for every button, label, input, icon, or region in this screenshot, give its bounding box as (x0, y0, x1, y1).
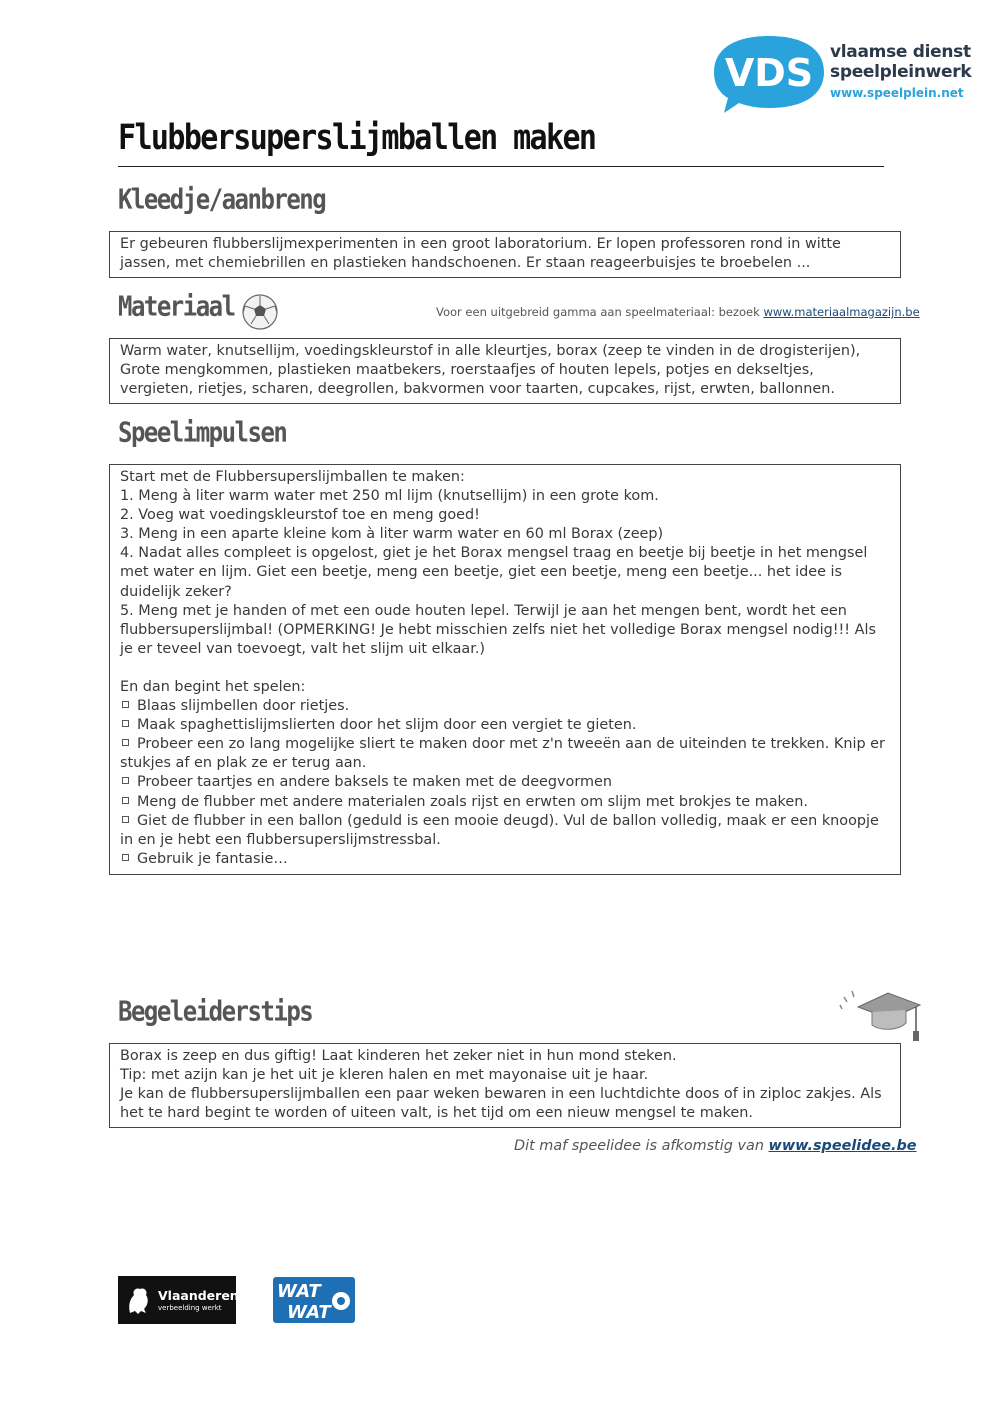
bullet-text: Blaas slijmbellen door rietjes. (137, 698, 350, 715)
begeleiderstips-box (109, 1043, 901, 1128)
lion-icon (124, 1285, 152, 1315)
heading-speelimpulsen: Speelimpulsen (118, 416, 287, 449)
footer-credit (514, 1138, 917, 1154)
heading-materiaal: Materiaal (118, 290, 235, 323)
bullet-item (120, 793, 889, 812)
bullet-text: Probeer taartjes en andere baksels te maken met de deegvormen (137, 774, 613, 791)
watwat-bottom: WAT (287, 1302, 331, 1323)
vlaanderen-name: Vlaanderen (158, 1288, 239, 1303)
page-title: Flubbersuperslijmballen maken (118, 118, 596, 159)
title-divider (118, 166, 884, 167)
bullet-square-icon (122, 720, 129, 727)
bullet-square-icon (122, 797, 129, 804)
bullet-square-icon (122, 739, 129, 746)
bullet-text: Maak spaghettislijmslierten door het slijm door een vergiet te gieten. (137, 717, 637, 734)
logo-line2: speelpleinwerk (830, 62, 972, 82)
material-note-text: Voor een uitgebreid gamma aan speelmateriaal: bezoek (436, 305, 760, 319)
material-note-link[interactable]: www.materiaalmagazijn.be (763, 305, 920, 319)
bullet-item (120, 850, 889, 869)
bullet-square-icon (122, 701, 129, 708)
bullet-text: Giet de flubber in een ballon (geduld is een mooie deugd). Vul de ballon volledig, maak er een knoopje in en je hebt een flubbersuperslijmstressbal. (120, 812, 879, 848)
watwat-logo (273, 1277, 355, 1323)
bullet-square-icon (122, 854, 129, 861)
kleedje-text: Er gebeuren flubberslijmexperimenten in een groot laboratorium. Er lopen professoren rond in witte jassen, met chemiebrillen en plastieken handschoenen. Er staan reageerbuisjes te broebelen ... (120, 236, 841, 272)
kleedje-box (109, 231, 901, 278)
tip-line: Tip: met azijn kan je het uit je kleren halen en met mayonaise uit je haar. (120, 1067, 649, 1084)
speelimpulsen-box (109, 464, 901, 875)
step-item: 4. Nadat alles compleet is opgelost, giet je het Borax mengsel traag en beetje bij beetje in het mengsel met water en lijm. Giet een beetje, meng een beetje, giet een beetje, meng een beetje... het idee is duidelijk zeker? (120, 545, 868, 600)
bullet-square-icon (122, 816, 129, 823)
material-note (436, 305, 920, 319)
step-item: 5. Meng met je handen of met een oude houten lepel. Terwijl je aan het mengen bent, wordt het een flubbersuperslijmbal! (OPMERKING! Je hebt misschien zelfs niet het volledige Borax mengsel nodig!!! Als je er teveel van toevoegt, valt het slijm uit elkaar.) (120, 602, 876, 657)
bullet-item (120, 716, 889, 735)
speelimpulsen-intro: Start met de Flubbersuperslijmballen te maken: (120, 469, 465, 485)
tip-line: Borax is zeep en dus giftig! Laat kinderen het zeker niet in hun mond steken. (120, 1048, 677, 1064)
heading-kleedje: Kleedje/aanbreng (118, 183, 326, 216)
tip-line: Je kan de flubbersuperslijmballen een paar weken bewaren in een luchtdichte doos of in ziploc zakjes. Als het te hard begint te worden of uiteen valt, is het tijd om een nieuw mengsel te maken. (120, 1086, 882, 1122)
step-item: 2. Voeg wat voedingskleurstof toe en meng goed! (120, 507, 480, 524)
soccer-ball-icon (241, 293, 279, 331)
bullet-item (120, 697, 889, 716)
step-item: 1. Meng à liter warm water met 250 ml lijm (knutsellijm) in een grote kom. (120, 488, 659, 505)
bullet-text: Meng de flubber met andere materialen zoals rijst en erwten om slijm met brokjes te maken. (137, 793, 808, 810)
vlaanderen-logo (118, 1276, 239, 1324)
vds-logo-bubble (712, 34, 826, 114)
bullet-item (120, 735, 889, 773)
vds-logo-initials: VDS (724, 51, 814, 95)
footer-credit-text: Dit maf speelidee is afkomstig van (514, 1138, 764, 1154)
graduation-cap-icon (838, 985, 924, 1045)
bullet-square-icon (122, 777, 129, 784)
footer-credit-link[interactable]: www.speelidee.be (768, 1138, 917, 1154)
materiaal-text: Warm water, knutsellijm, voedingskleurstof in alle kleurtjes, borax (zeep te vinden in de drogisterijen), Grote mengkommen, plastieken maatbekers, roerstaafjes of houten lepels, potjes en dekseltjes, vergieten, rietjes, scharen, deegrollen, bakvormen voor taarten, cupcakes, rijst, erwten, ballonnen. (120, 343, 861, 398)
bullet-text: Probeer een zo lang mogelijke sliert te maken door met z'n tweeën aan de uiteinden te trekken. Knip er stukjes af en plak ze er terug aan. (120, 736, 885, 772)
logo-line1: vlaamse dienst (830, 42, 971, 62)
vlaanderen-sub: verbeelding werkt (158, 1304, 222, 1312)
vds-logo-text (830, 42, 971, 100)
watwat-top: WAT (277, 1281, 321, 1302)
play-intro: En dan begint het spelen: (120, 678, 306, 695)
logo-url[interactable]: www.speelplein.net (830, 86, 964, 100)
bullet-text: Gebruik je fantasie… (137, 850, 288, 867)
step-item: 3. Meng in een aparte kleine kom à liter warm water en 60 ml Borax (zeep) (120, 526, 664, 543)
bullet-item (120, 812, 889, 850)
bullet-item (120, 773, 889, 792)
materiaal-box (109, 338, 901, 404)
heading-begeleiderstips: Begeleiderstips (118, 995, 313, 1028)
